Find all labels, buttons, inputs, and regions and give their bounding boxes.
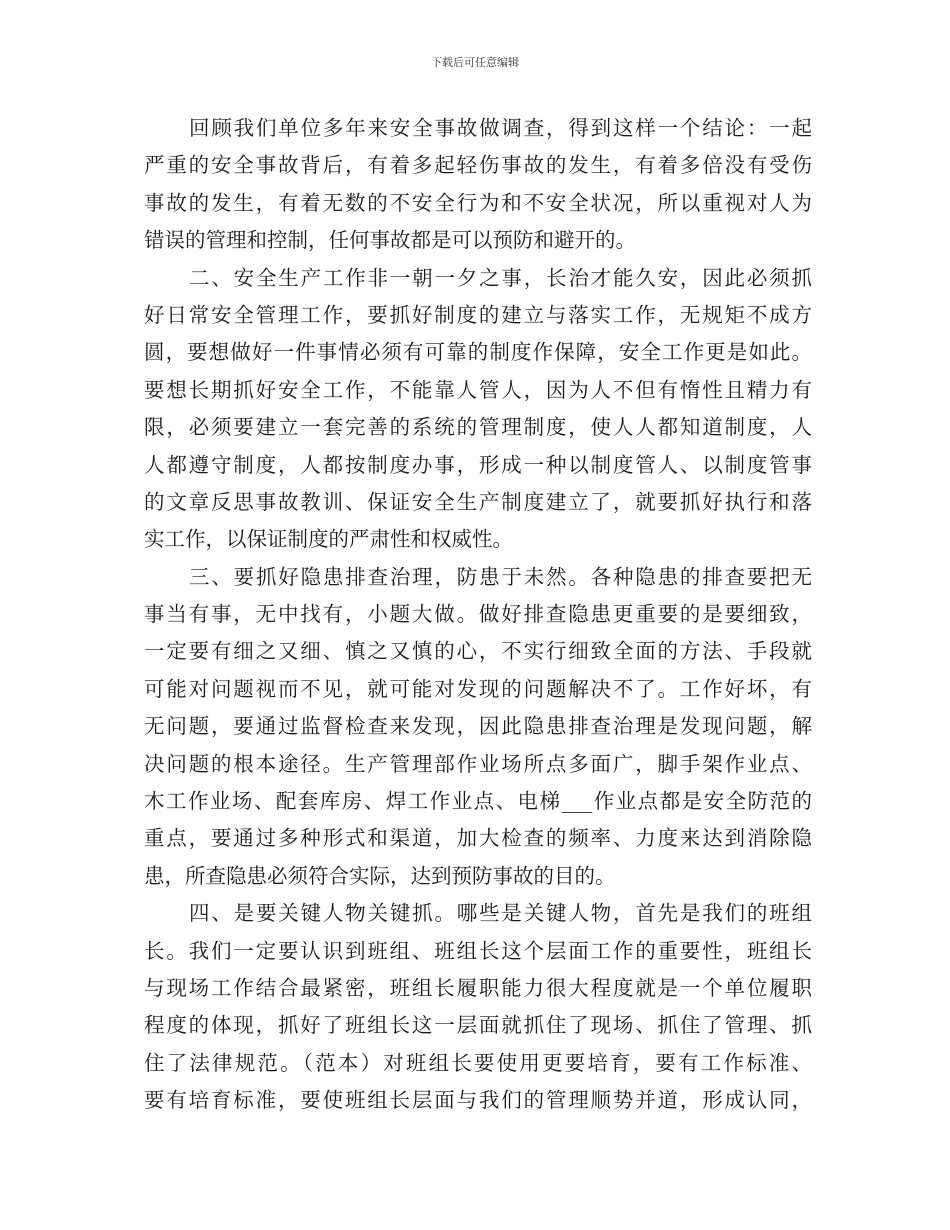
text-line: 限，必须要建立一套完善的系统的管理制度，使人人都知道制度，人 xyxy=(144,415,812,440)
text-line: 决问题的根本途径。生产管理部作业场所点多面广，脚手架作业点、 xyxy=(144,751,812,776)
text-line: 要有培育标准，要使班组长层面与我们的管理顺势并道，形成认同， xyxy=(144,1088,812,1113)
text-line: 三、要抓好隐患排查治理，防患于未然。各种隐患的排查要把无 xyxy=(189,564,812,589)
paragraph-2 xyxy=(144,260,812,559)
text-line: 与现场工作结合最紧密，班组长履职能力很大程度就是一个单位履职 xyxy=(144,975,812,1000)
text-line: 二、安全生产工作非一朝一夕之事，长治才能久安，因此必须抓 xyxy=(189,265,812,290)
text-line: 程度的体现，抓好了班组长这一层面就抓住了现场、抓住了管理、抓 xyxy=(144,1013,812,1038)
text-line: 好日常安全管理工作，要抓好制度的建立与落实工作，无规矩不成方 xyxy=(144,302,812,327)
text-line: 严重的安全事故背后，有着多起轻伤事故的发生，有着多倍没有受伤 xyxy=(144,153,812,178)
text-line: 要想长期抓好安全工作，不能靠人管人，因为人不但有惰性且精力有 xyxy=(144,377,812,402)
text-line: 事故的发生，有着无数的不安全行为和不安全状况，所以重视对人为 xyxy=(144,190,812,215)
page-header: 下载后可任意编辑 xyxy=(431,56,519,69)
text-line: 一定要有细之又细、慎之又慎的心，不实行细致全面的方法、手段就 xyxy=(144,639,812,664)
text-line: 的文章反思事故教训、保证安全生产制度建立了，就要抓好执行和落 xyxy=(144,489,812,514)
text-line: 圆，要想做好一件事情必须有可靠的制度作保障，安全工作更是如此。 xyxy=(144,340,812,365)
text-line: 事当有事，无中找有，小题大做。做好排查隐患更重要的是要细致， xyxy=(144,602,812,627)
document-body xyxy=(144,110,812,1120)
text-line: 住了法律规范。（范本）对班组长要使用更要培育，要有工作标准、 xyxy=(144,1050,812,1075)
text-line: 四、是要关键人物关键抓。哪些是关键人物，首先是我们的班组 xyxy=(189,901,812,926)
paragraph-3 xyxy=(144,559,812,896)
paragraph-1 xyxy=(144,110,812,260)
text-line: 无问题，要通过监督检查来发现，因此隐患排查治理是发现问题，解 xyxy=(144,714,812,739)
text-line: 回顾我们单位多年来安全事故做调查，得到这样一个结论：一起 xyxy=(189,116,812,140)
text-line: 重点，要通过多种形式和渠道，加大检查的频率、力度来达到消除隐 xyxy=(144,826,812,851)
text-line: 实工作，以保证制度的严肃性和权威性。 xyxy=(144,527,513,552)
text-line: 可能对问题视而不见，就可能对发现的问题解决不了。工作好坏，有 xyxy=(144,676,812,701)
text-line: 错误的管理和控制，任何事故都是可以预防和避开的。 xyxy=(144,228,636,253)
text-line: 患，所查隐患必须符合实际，达到预防事故的目的。 xyxy=(144,863,616,888)
text-line: 长。我们一定要认识到班组、班组长这个层面工作的重要性，班组长 xyxy=(144,938,812,963)
text-line: 木工作业场、配套库房、焊工作业点、电梯___作业点都是安全防范的 xyxy=(144,789,812,814)
paragraph-4 xyxy=(144,895,812,1119)
text-line: 人都遵守制度，人都按制度办事，形成一种以制度管人、以制度管事 xyxy=(144,452,812,477)
